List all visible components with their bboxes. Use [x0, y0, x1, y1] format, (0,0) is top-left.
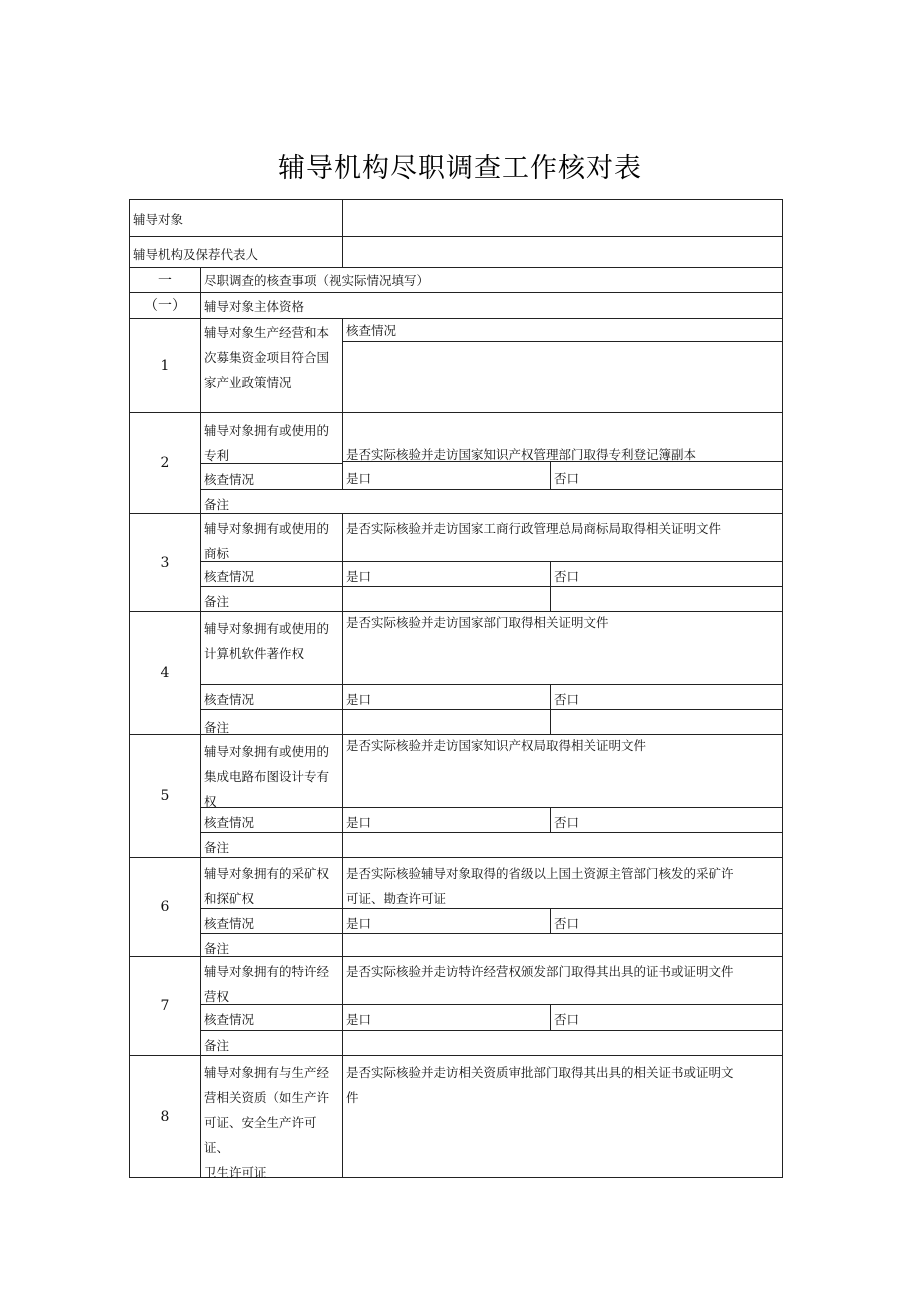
remark-field[interactable] [343, 833, 782, 857]
no-checkbox[interactable]: 否口 [554, 692, 580, 707]
yes-checkbox[interactable]: 是口 [346, 692, 372, 707]
no-checkbox[interactable]: 否口 [554, 471, 580, 486]
item-description: 辅导对象拥有的采矿权 和探矿权 [204, 866, 330, 906]
page-title: 辅导机构尽职调查工作核对表 [278, 153, 642, 184]
item-number: 4 [160, 665, 170, 681]
item-description: 辅导对象拥有或使用的 商标 [204, 521, 330, 561]
yes-checkbox[interactable]: 是口 [346, 916, 372, 931]
label-agency: 辅导机构及保荐代表人 [133, 247, 259, 262]
item-requirement: 是否实际核验并走访特许经营权颁发部门取得其出具的证书或证明文件 [346, 964, 734, 979]
remark-field[interactable] [343, 490, 782, 513]
yes-checkbox[interactable]: 是口 [346, 1012, 372, 1027]
item-requirement: 核查情况 [346, 323, 397, 338]
item-requirement: 是否实际核验并走访相关资质审批部门取得其出具的相关证书或证明文 件 [346, 1065, 734, 1105]
subsection-title: 辅导对象主体资格 [204, 299, 305, 314]
remark-label: 备注 [204, 720, 230, 735]
remark-field[interactable] [343, 934, 782, 956]
check-label: 核查情况 [204, 692, 255, 707]
yes-checkbox[interactable]: 是口 [346, 569, 372, 584]
item-requirement: 是否实际核验并走访国家知识产权局取得相关证明文件 [346, 738, 647, 753]
label-subject: 辅导对象 [133, 212, 184, 227]
item-requirement: 是否实际核验辅导对象取得的省级以上国土资源主管部门核发的采矿许 可证、勘查许可证 [346, 866, 734, 906]
remark-field[interactable] [343, 1031, 782, 1055]
item-requirement: 是否实际核验并走访国家工商行政管理总局商标局取得相关证明文件 [346, 521, 722, 536]
remark-label: 备注 [204, 1038, 230, 1053]
check-label: 核查情况 [204, 1012, 255, 1027]
agency-value-field[interactable] [343, 237, 782, 267]
item-description: 辅导对象拥有的特许经 营权 [204, 964, 330, 1004]
item-requirement: 是否实际核验并走访国家知识产权管理部门取得专利登记簿副本 [346, 447, 697, 462]
check-label: 核查情况 [204, 815, 255, 830]
yes-checkbox[interactable]: 是口 [346, 815, 372, 830]
remark-label: 备注 [204, 941, 230, 956]
subject-value-field[interactable] [343, 200, 782, 236]
item-number: 5 [160, 788, 170, 804]
item-number: 8 [160, 1108, 170, 1125]
item-number: 1 [160, 357, 170, 374]
subsection-number: （一） [144, 298, 186, 314]
section-title: 尽职调查的核查事项（视实际情况填写） [204, 273, 430, 288]
item-description: 辅导对象拥有或使用的 计算机软件著作权 [204, 621, 330, 661]
check-label: 核查情况 [204, 472, 255, 487]
no-checkbox[interactable]: 否口 [554, 569, 580, 584]
yes-checkbox[interactable]: 是口 [346, 471, 372, 486]
item-requirement: 是否实际核验并走访国家部门取得相关证明文件 [346, 615, 609, 630]
no-checkbox[interactable]: 否口 [554, 1012, 580, 1027]
no-checkbox[interactable]: 否口 [554, 916, 580, 931]
remark-label: 备注 [204, 497, 230, 512]
remark-label: 备注 [204, 840, 230, 855]
item-number: 2 [160, 455, 170, 471]
remark-label: 备注 [204, 594, 230, 609]
item-description: 辅导对象拥有或使用的 专利 [204, 423, 330, 463]
item-number: 3 [160, 554, 170, 571]
check-label: 核查情况 [204, 569, 255, 584]
item-number: 6 [160, 899, 170, 915]
no-checkbox[interactable]: 否口 [554, 815, 580, 830]
item-number: 7 [160, 998, 170, 1014]
item-description: 辅导对象拥有或使用的 集成电路布图设计专有 权 [204, 744, 330, 809]
item-description: 辅导对象生产经营和本 次募集资金项目符合国 家产业政策情况 [204, 325, 330, 390]
check-result-field[interactable] [343, 342, 782, 412]
check-label: 核查情况 [204, 916, 255, 931]
item-description: 辅导对象拥有与生产经 营相关资质（如生产许 可证、安全生产许可证、 卫生许可证 [204, 1065, 330, 1180]
section-number: 一 [158, 273, 172, 289]
